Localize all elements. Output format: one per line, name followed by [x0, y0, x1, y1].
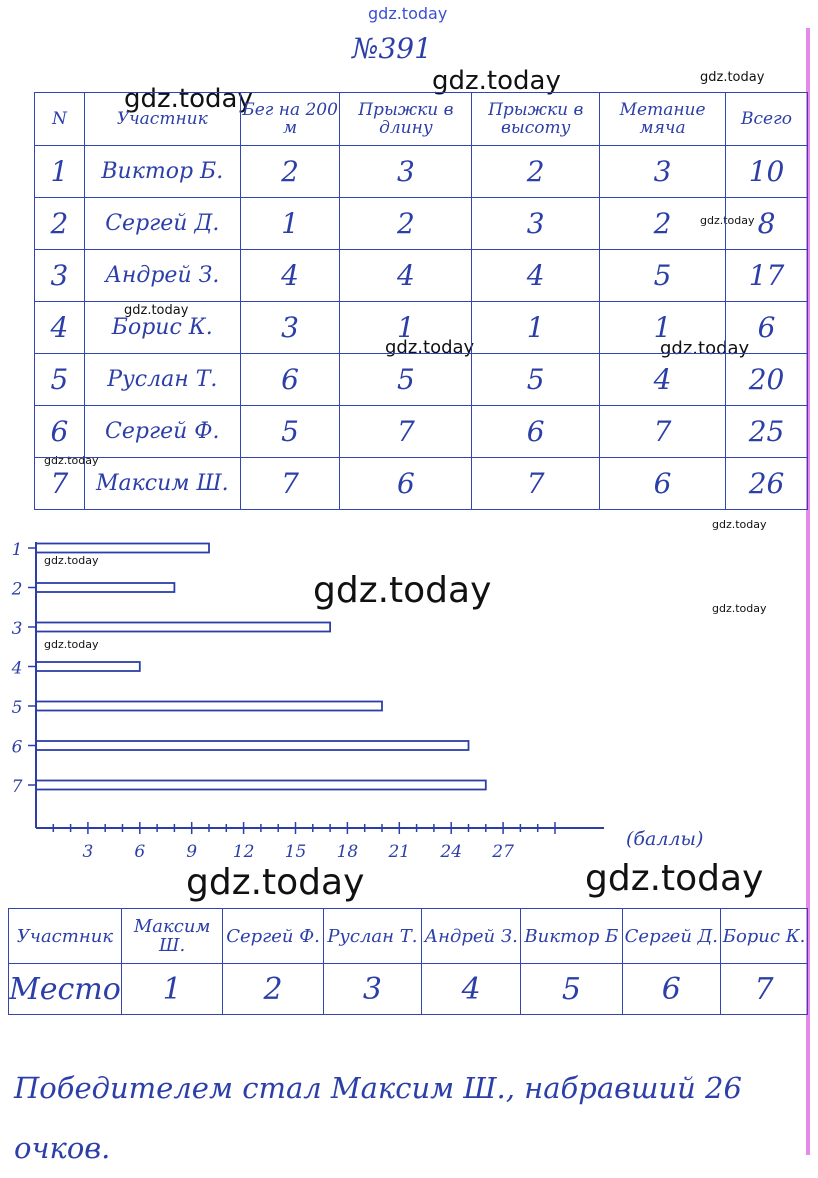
results-table — [34, 92, 808, 510]
places-participant: Максим Ш. — [121, 909, 223, 964]
watermark: gdz.today — [368, 4, 448, 23]
cell-participant: Борис К. — [84, 302, 240, 354]
task-number: №391 — [352, 32, 432, 65]
watermark: gdz.today — [660, 338, 750, 359]
places-participant: Сергей Д. — [622, 909, 721, 964]
places-rank: 4 — [422, 964, 521, 1015]
places-rank: 1 — [121, 964, 223, 1015]
chart-category-label: 4 — [11, 658, 23, 679]
chart-bar — [36, 583, 174, 592]
cell-participant: Сергей Д. — [84, 198, 240, 250]
chart-bar — [36, 623, 330, 632]
cell-long-jump: 5 — [340, 354, 472, 406]
cell-ball-throw: 4 — [600, 354, 726, 406]
table-row — [35, 198, 808, 250]
conclusion-text: Победителем стал Максим Ш., набравший 26 очков. — [14, 1071, 742, 1165]
table-row — [35, 302, 808, 354]
cell-participant: Андрей З. — [84, 250, 240, 302]
chart-x-tick-label: 24 — [440, 842, 463, 862]
cell-number: 1 — [35, 146, 85, 198]
chart-category-label: 1 — [11, 540, 23, 560]
bar-chart — [0, 536, 640, 866]
chart-x-tick-label: 6 — [134, 842, 146, 862]
watermark: gdz.today — [44, 638, 99, 651]
cell-total: 26 — [726, 458, 808, 510]
cell-run: 4 — [240, 250, 340, 302]
places-header-participant: Участник — [9, 909, 122, 964]
places-participant: Сергей Ф. — [223, 909, 323, 964]
cell-participant: Руслан Т. — [84, 354, 240, 406]
places-header-place: Место — [9, 964, 122, 1015]
cell-ball-throw: 7 — [600, 406, 726, 458]
cell-ball-throw: 1 — [600, 302, 726, 354]
header-total: Всего — [726, 93, 808, 146]
cell-long-jump: 4 — [340, 250, 472, 302]
chart-x-tick-label: 3 — [82, 842, 94, 862]
chart-bar — [36, 662, 140, 671]
cell-total: 25 — [726, 406, 808, 458]
watermark: gdz.today — [186, 862, 365, 903]
table-row — [35, 250, 808, 302]
watermark: gdz.today — [385, 337, 475, 358]
cell-number: 2 — [35, 198, 85, 250]
places-rank: 3 — [323, 964, 421, 1015]
cell-total: 10 — [726, 146, 808, 198]
watermark: gdz.today — [432, 66, 561, 96]
cell-run: 3 — [240, 302, 340, 354]
chart-x-tick-label: 9 — [186, 842, 198, 862]
chart-x-axis-label: (баллы) — [626, 828, 704, 850]
chart-x-tick-label: 18 — [336, 842, 359, 862]
cell-participant: Максим Ш. — [84, 458, 240, 510]
cell-long-jump: 2 — [340, 198, 472, 250]
cell-long-jump: 3 — [340, 146, 472, 198]
watermark: gdz.today — [585, 858, 764, 899]
chart-x-tick-label: 15 — [284, 842, 307, 862]
places-participants-row — [9, 909, 808, 964]
chart-category-label: 7 — [11, 777, 23, 797]
places-rank: 7 — [721, 964, 808, 1015]
cell-high-jump: 2 — [472, 146, 600, 198]
table-row — [35, 406, 808, 458]
watermark: gdz.today — [712, 602, 767, 615]
chart-category-label: 5 — [11, 698, 23, 718]
header-long-jump: Прыжки в длину — [340, 93, 472, 146]
chart-x-tick-label: 12 — [232, 842, 255, 862]
cell-total: 20 — [726, 354, 808, 406]
places-rank: 6 — [622, 964, 721, 1015]
places-participant: Виктор Б — [521, 909, 622, 964]
places-rank: 2 — [223, 964, 323, 1015]
chart-bar — [36, 702, 382, 711]
places-table — [8, 908, 808, 1015]
cell-number: 4 — [35, 302, 85, 354]
cell-high-jump: 6 — [472, 406, 600, 458]
cell-total: 8 — [726, 198, 808, 250]
cell-number: 6 — [35, 406, 85, 458]
cell-participant: Виктор Б. — [84, 146, 240, 198]
chart-category-label: 6 — [11, 737, 23, 758]
cell-high-jump: 4 — [472, 250, 600, 302]
cell-run: 2 — [240, 146, 340, 198]
cell-number: 7 — [35, 458, 85, 510]
cell-number: 3 — [35, 250, 85, 302]
header-participant: Участник — [84, 93, 240, 146]
watermark: gdz.today — [712, 518, 767, 531]
cell-total: 17 — [726, 250, 808, 302]
cell-total: 6 — [726, 302, 808, 354]
watermark: gdz.today — [124, 303, 189, 318]
chart-x-tick-label: 21 — [388, 842, 411, 862]
watermark: gdz.today — [700, 70, 765, 85]
watermark: gdz.today — [44, 554, 99, 567]
table-row — [35, 458, 808, 510]
cell-ball-throw: 6 — [600, 458, 726, 510]
results-header-row — [35, 93, 808, 146]
cell-participant: Сергей Ф. — [84, 406, 240, 458]
chart-category-label: 2 — [11, 579, 23, 600]
cell-ball-throw: 5 — [600, 250, 726, 302]
cell-run: 7 — [240, 458, 340, 510]
places-rank: 5 — [521, 964, 622, 1015]
header-run-200m: Бег на 200 м — [240, 93, 340, 146]
cell-long-jump: 6 — [340, 458, 472, 510]
chart-x-tick-label: 27 — [492, 842, 514, 862]
places-participant: Руслан Т. — [323, 909, 421, 964]
header-number: N — [35, 93, 85, 146]
cell-long-jump: 1 — [340, 302, 472, 354]
cell-ball-throw: 2 — [600, 198, 726, 250]
cell-high-jump: 3 — [472, 198, 600, 250]
chart-category-label: 3 — [11, 619, 23, 639]
places-participant: Андрей З. — [422, 909, 521, 964]
chart-bar — [36, 741, 469, 750]
cell-high-jump: 1 — [472, 302, 600, 354]
table-row — [35, 146, 808, 198]
table-row — [35, 354, 808, 406]
watermark: gdz.today — [124, 84, 253, 114]
watermark: gdz.today — [700, 214, 755, 227]
cell-ball-throw: 3 — [600, 146, 726, 198]
chart-bar — [36, 544, 209, 553]
places-rank-row — [9, 964, 808, 1015]
cell-high-jump: 7 — [472, 458, 600, 510]
chart-bar — [36, 781, 486, 790]
places-participant: Борис К. — [721, 909, 808, 964]
watermark: gdz.today — [313, 570, 492, 611]
watermark: gdz.today — [44, 454, 99, 467]
header-high-jump: Прыжки в высоту — [472, 93, 600, 146]
cell-run: 5 — [240, 406, 340, 458]
cell-run: 1 — [240, 198, 340, 250]
header-ball-throw: Метание мяча — [600, 93, 726, 146]
cell-number: 5 — [35, 354, 85, 406]
cell-long-jump: 7 — [340, 406, 472, 458]
cell-high-jump: 5 — [472, 354, 600, 406]
cell-run: 6 — [240, 354, 340, 406]
